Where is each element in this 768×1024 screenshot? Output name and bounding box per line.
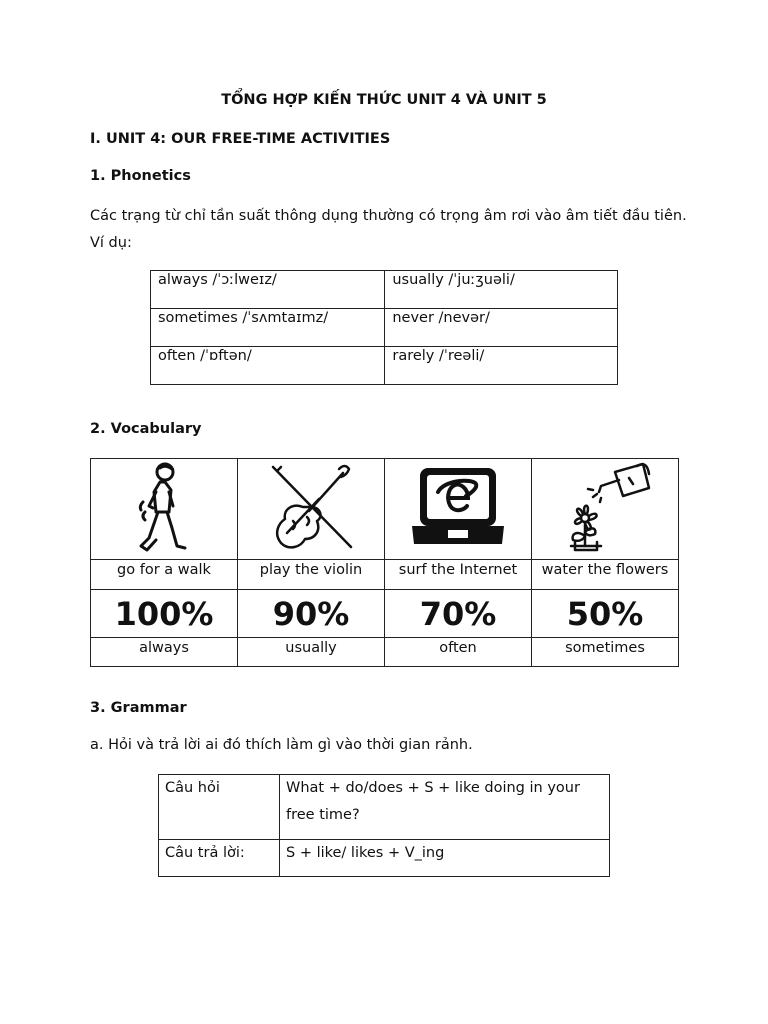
phonetic-cell: sometimes /ˈsʌmtaɪmz/ [158,310,329,326]
table-row [91,638,679,667]
grammar-label: Câu hỏi [159,775,280,840]
table-row [159,840,610,877]
vocabulary-heading: 2. Vocabulary [90,421,202,437]
activity-label: play the violin [238,560,385,590]
walking-person-icon [129,460,199,554]
grammar-pattern: S + like/ likes + V_ing [280,840,610,877]
frequency-word: always [91,638,238,667]
frequency-percent: 90% [238,590,385,638]
frequency-word: usually [238,638,385,667]
laptop-internet-icon [410,462,506,552]
grammar-label: Câu trả lời: [159,840,280,877]
grammar-heading: 3. Grammar [90,700,187,716]
phonetics-intro: Các trạng từ chỉ tần suất thông dụng thường có trọng âm rơi vào âm tiết đầu tiên. Ví dụ: [90,208,687,251]
table-row [151,347,618,385]
activity-label: water the flowers [532,560,679,590]
table-row [151,309,618,347]
vocabulary-table [90,458,679,667]
phonetic-cell: always /ˈɔːlweɪz/ [158,272,277,288]
grammar-pattern: What + do/does + S + like doing in your free time? [280,775,610,840]
frequency-percent: 100% [91,590,238,638]
activity-label: go for a walk [91,560,238,590]
frequency-word: often [385,638,532,667]
phonetic-cell: usually /ˈjuːʒuəli/ [392,272,515,288]
table-row [159,775,610,840]
table-row [151,271,618,309]
frequency-percent: 50% [532,590,679,638]
phonetic-cell: rarely /ˈreəli/ [392,348,485,364]
grammar-table [158,774,610,877]
phonetics-table [150,270,618,385]
document-title: TỔNG HỢP KIẾN THỨC UNIT 4 VÀ UNIT 5 [221,92,547,108]
phonetic-cell: often /ˈɒftən/ [158,348,252,364]
violin-icon [263,459,359,555]
section-heading-unit4: I. UNIT 4: OUR FREE-TIME ACTIVITIES [90,131,391,147]
table-row [91,560,679,590]
activity-label: surf the Internet [385,560,532,590]
frequency-word: sometimes [532,638,679,667]
table-row [91,459,679,560]
grammar-subheading: a. Hỏi và trả lời ai đó thích làm gì vào thời gian rảnh. [90,737,473,753]
phonetics-heading: 1. Phonetics [90,168,191,184]
phonetic-cell: never /nevər/ [392,310,490,326]
frequency-percent: 70% [385,590,532,638]
watering-can-flower-icon [557,460,653,554]
table-row [91,590,679,638]
